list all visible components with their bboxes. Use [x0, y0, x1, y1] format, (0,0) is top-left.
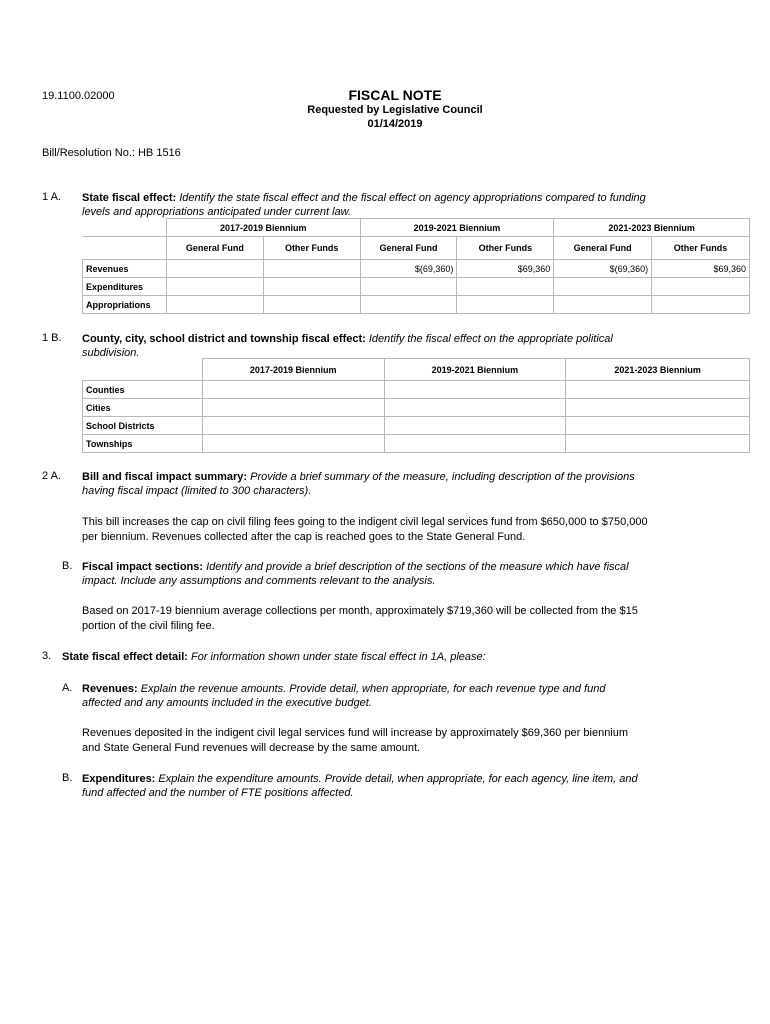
table-row — [83, 399, 750, 417]
biennium-header: 2017-2019 Biennium — [202, 359, 384, 381]
section-2a-description-1: Provide a brief summary of the measure, including description of the provisions — [250, 471, 635, 483]
fund-header: Other Funds — [652, 237, 750, 260]
section-3a-heading: Revenues: — [82, 683, 138, 695]
table-cell — [360, 278, 457, 296]
section-1b-description-2: subdivision. — [82, 347, 140, 359]
table-cell — [166, 260, 263, 278]
political-subdivision-table — [82, 358, 750, 453]
section-2a-heading-block — [82, 470, 762, 498]
body-line: portion of the civil filing fee. — [82, 620, 215, 632]
table-cell — [202, 417, 384, 435]
section-3-heading-block — [62, 650, 762, 664]
page-subtitle: Requested by Legislative Council — [307, 104, 483, 116]
table-cell — [202, 399, 384, 417]
section-1b-description-1: Identify the fiscal effect on the appropriate political — [368, 333, 613, 345]
table-cell — [566, 399, 750, 417]
table-corner — [83, 237, 167, 260]
table-cell — [360, 296, 457, 314]
section-1a-heading-block — [82, 191, 762, 219]
body-line: Based on 2017-19 biennium average collections per month, approximately $719,360 will be collected from the $15 — [82, 605, 638, 617]
section-3b-heading: Expenditures: — [82, 773, 156, 785]
section-3b-description-1: Explain the expenditure amounts. Provide detail, when appropriate, for each agency, line item, and — [158, 773, 638, 785]
table-cell — [566, 417, 750, 435]
table-row — [83, 381, 750, 399]
section-1b-heading-block — [82, 332, 762, 360]
section-2a-number: 2 A. — [42, 470, 61, 482]
section-2b-heading: Fiscal impact sections: — [82, 561, 204, 573]
row-label: Cities — [83, 399, 203, 417]
body-line: This bill increases the cap on civil filing fees going to the indigent civil legal services fund from $650,000 to $750,000 — [82, 516, 648, 528]
table-row — [83, 296, 750, 314]
document-number: 19.1100.02000 — [42, 90, 115, 102]
table-cell — [652, 296, 750, 314]
fund-header: General Fund — [166, 237, 263, 260]
table-cell: $69,360 — [457, 260, 554, 278]
table-cell — [263, 278, 360, 296]
row-label: Revenues — [83, 260, 167, 278]
table-row — [83, 260, 750, 278]
table-row — [83, 278, 750, 296]
table-cell — [554, 296, 652, 314]
table-cell — [384, 399, 566, 417]
document-date: 01/14/2019 — [367, 118, 423, 130]
section-3b-number: B. — [62, 772, 73, 784]
section-1a-number: 1 A. — [42, 191, 61, 203]
row-label: Townships — [83, 435, 203, 453]
table-cell — [202, 435, 384, 453]
section-2b-number: B. — [62, 560, 73, 572]
section-3b-description-2: fund affected and the number of FTE positions affected. — [82, 787, 354, 799]
section-3a-description-2: affected and any amounts included in the executive budget. — [82, 697, 372, 709]
biennium-header: 2021-2023 Biennium — [554, 219, 750, 237]
table-cell: $(69,360) — [360, 260, 457, 278]
section-1a-description-2: levels and appropriations anticipated under current law. — [82, 206, 352, 218]
page-title: FISCAL NOTE — [348, 87, 442, 103]
section-2b-description-2: impact. Include any assumptions and comments relevant to the analysis. — [82, 575, 436, 587]
section-2b-heading-block — [82, 560, 762, 588]
section-3a-number: A. — [62, 682, 73, 694]
fund-header: General Fund — [554, 237, 652, 260]
section-1b-heading: County, city, school district and township fiscal effect: — [82, 333, 366, 345]
table-corner — [83, 359, 203, 381]
section-3a-description-1: Explain the revenue amounts. Provide detail, when appropriate, for each revenue type and fund — [140, 683, 606, 695]
section-3-number: 3. — [42, 650, 52, 662]
table-row — [83, 435, 750, 453]
section-3-description: For information shown under state fiscal effect in 1A, please: — [191, 651, 486, 663]
table-cell — [263, 260, 360, 278]
section-2b-description-1: Identify and provide a brief description of the sections of the measure which have fiscal — [206, 561, 629, 573]
table-cell: $69,360 — [652, 260, 750, 278]
section-2b-body — [82, 604, 767, 634]
table-cell — [652, 278, 750, 296]
table-cell — [202, 381, 384, 399]
section-2a-body — [82, 515, 767, 545]
row-label: Appropriations — [83, 296, 167, 314]
table-row — [83, 417, 750, 435]
row-label: School Districts — [83, 417, 203, 435]
table-cell — [384, 381, 566, 399]
biennium-header: 2017-2019 Biennium — [166, 219, 360, 237]
body-line: and State General Fund revenues will decrease by the same amount. — [82, 742, 421, 754]
section-3-heading: State fiscal effect detail: — [62, 651, 188, 663]
table-cell — [554, 278, 652, 296]
section-1a-description-1: Identify the state fiscal effect and the fiscal effect on agency appropriations compared to funding — [179, 192, 646, 204]
table-cell: $(69,360) — [554, 260, 652, 278]
section-3a-heading-block — [82, 682, 762, 710]
table-cell — [566, 381, 750, 399]
table-cell — [384, 417, 566, 435]
fund-header: General Fund — [360, 237, 457, 260]
section-3b-heading-block — [82, 772, 762, 800]
row-label: Counties — [83, 381, 203, 399]
fund-header: Other Funds — [457, 237, 554, 260]
table-cell — [384, 435, 566, 453]
row-label: Expenditures — [83, 278, 167, 296]
section-1a-heading: State fiscal effect: — [82, 192, 177, 204]
state-fiscal-effect-table — [82, 218, 750, 314]
biennium-header: 2021-2023 Biennium — [566, 359, 750, 381]
section-2a-description-2: having fiscal impact (limited to 300 characters). — [82, 485, 312, 497]
biennium-header: 2019-2021 Biennium — [384, 359, 566, 381]
bill-number: Bill/Resolution No.: HB 1516 — [42, 147, 181, 159]
table-cell — [457, 278, 554, 296]
section-1b-number: 1 B. — [42, 332, 62, 344]
table-corner — [83, 219, 167, 237]
body-line: Revenues deposited in the indigent civil legal services fund will increase by approximately $69,360 per biennium — [82, 727, 629, 739]
table-cell — [263, 296, 360, 314]
table-cell — [166, 278, 263, 296]
table-cell — [566, 435, 750, 453]
section-3a-body — [82, 726, 767, 756]
table-cell — [166, 296, 263, 314]
body-line: per biennium. Revenues collected after the cap is reached goes to the State General Fund. — [82, 531, 526, 543]
table-cell — [457, 296, 554, 314]
biennium-header: 2019-2021 Biennium — [360, 219, 554, 237]
fund-header: Other Funds — [263, 237, 360, 260]
section-2a-heading: Bill and fiscal impact summary: — [82, 471, 248, 483]
